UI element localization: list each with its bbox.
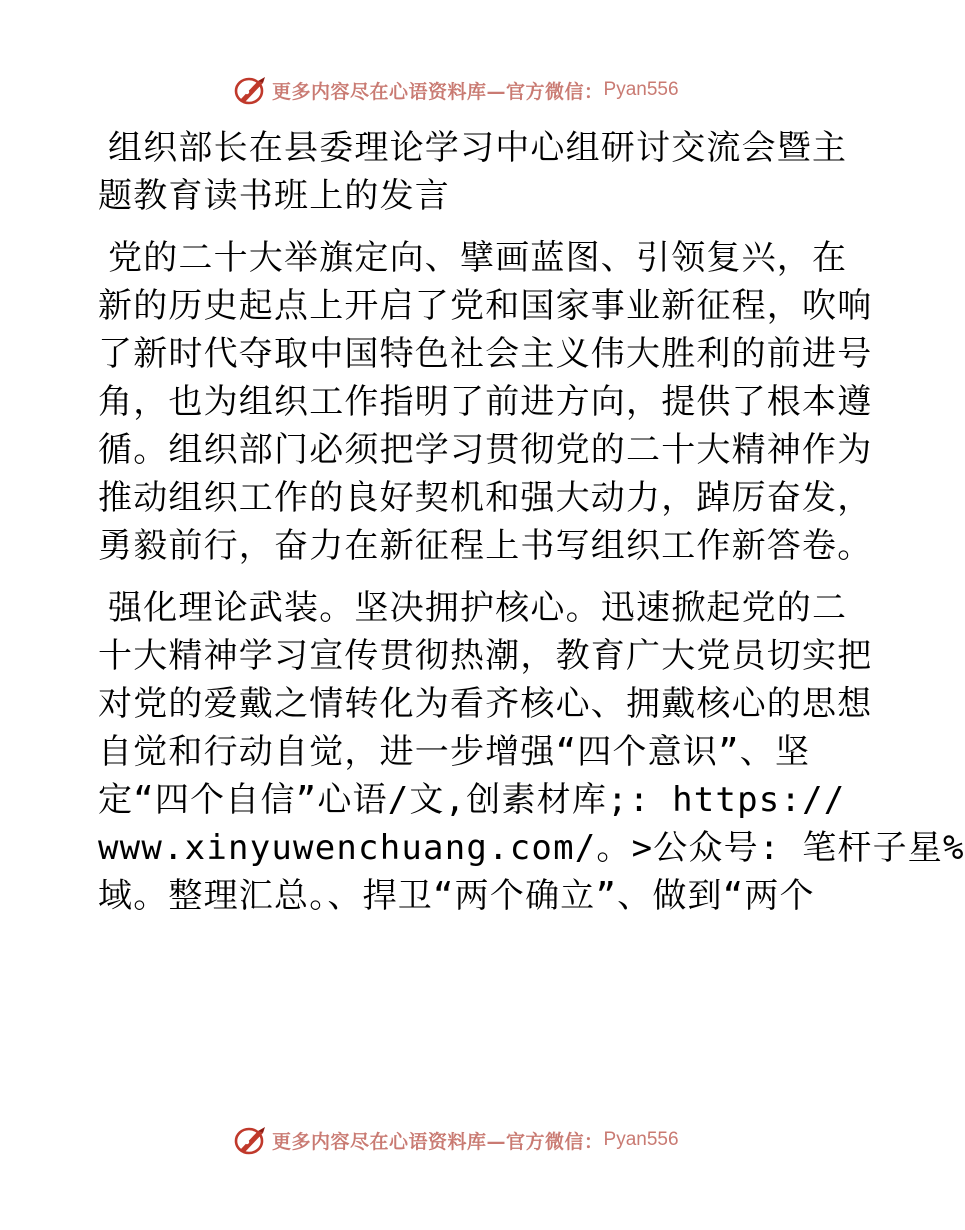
text-line: 循。组织部门必须把学习贯彻党的二十大精神作为: [98, 430, 873, 470]
title-line: 组织部长在县委理论学习中心组研讨交流会暨主: [108, 128, 848, 168]
text-line: 自觉和行动自觉，进一步增强“四个意识”、坚: [98, 732, 811, 772]
text-line: www.xinyuwenchuang.com/。>公众号: 笔杆子星%: [98, 828, 965, 868]
text-line: 角，也为组织工作指明了前进方向，提供了根本遵: [98, 382, 873, 422]
text-line: 强化理论武装。坚决拥护核心。迅速掀起党的二: [108, 588, 848, 628]
paragraph: [98, 234, 873, 570]
text-line: 勇毅前行，奋力在新征程上书写组织工作新答卷。: [98, 526, 873, 566]
text-line: 对党的爱戴之情转化为看齐核心、拥戴核心的思想: [98, 684, 873, 724]
text-line: 党的二十大举旗定向、擘画蓝图、引领复兴，在: [108, 238, 848, 278]
watermark-wechat-id: Pyan556: [603, 79, 679, 100]
text-line: 推动组织工作的良好契机和强大动力，踔厉奋发，: [98, 478, 873, 518]
watermark-footer: [234, 1124, 679, 1156]
pen-logo-icon: [234, 1124, 268, 1156]
watermark-wechat-id: Pyan556: [603, 1129, 679, 1150]
document-body: [98, 124, 965, 934]
text-line: 域。整理汇总。、捍卫“两个确立”、做到“两个: [98, 876, 815, 916]
text-line: 新的历史起点上开启了党和国家事业新征程，吹响: [98, 286, 873, 326]
pen-logo-icon: [234, 74, 268, 106]
text-line: 了新时代夺取中国特色社会主义伟大胜利的前进号: [98, 334, 873, 374]
watermark-header: [234, 74, 679, 106]
document-title: [98, 124, 850, 220]
text-line: 十大精神学习宣传贯彻热潮，教育广大党员切实把: [98, 636, 873, 676]
watermark-text: 更多内容尽在心语资料库—官方微信：: [272, 80, 604, 103]
text-line: 定“四个自信”心语/文,创素材库;: https://: [98, 780, 846, 820]
title-line: 题教育读书班上的发言: [98, 176, 450, 216]
paragraph: [98, 584, 965, 920]
watermark-text: 更多内容尽在心语资料库—官方微信：: [272, 1130, 604, 1153]
